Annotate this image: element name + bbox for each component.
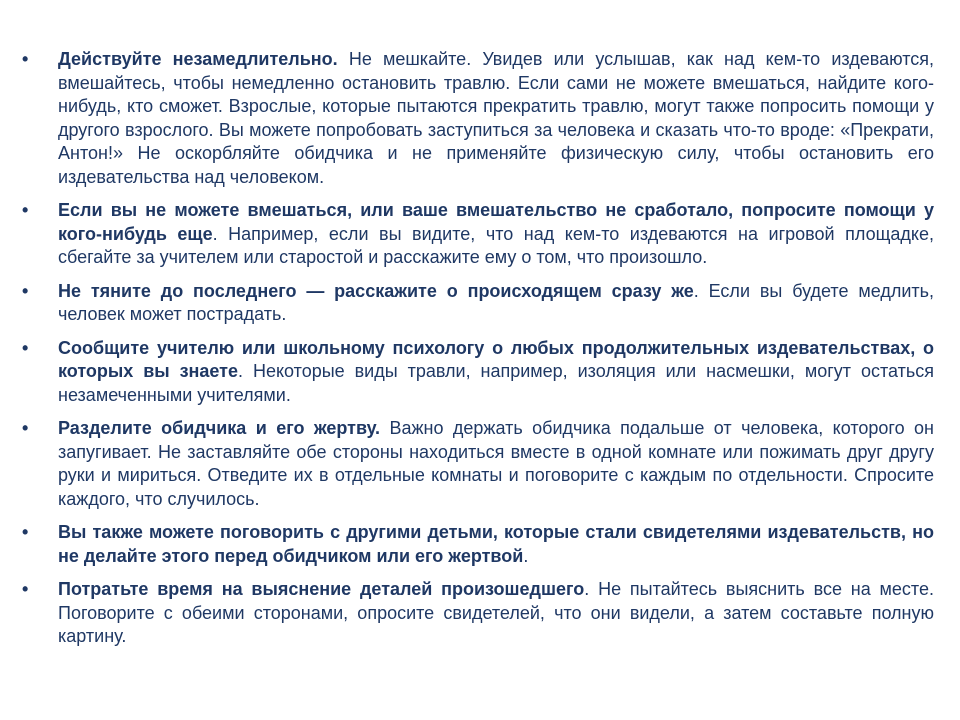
item-text: . Некоторые виды травли, например, изоляция или насмешки, могут остаться незамеченными учителями. xyxy=(58,361,934,405)
item-lead: Сообщите учителю или школьному психологу о любых продолжительных издевательствах, о которых вы знаете xyxy=(58,337,934,381)
bullet-list xyxy=(22,48,934,659)
item-text: Не мешкайте. Увидев или услышав, как над кем-то издеваются, вмешайтесь, чтобы немедленно остановить травлю. Если сами не можете вмешаться, найдите кого-нибудь, кто сможет. Взрослые, которые пытаются прекратить травлю, могут также попросить помощи у другого взрослого. Вы можете попробовать заступиться за человека и сказать что-то вроде: «Прекрати, Антон!» Не оскорбляйте обидчика и не применяйте физическую силу, чтобы остановить его издевательства над человеком. xyxy=(58,49,935,187)
list-item xyxy=(22,199,934,270)
item-text: Важно держать обидчика подальше от человека, которого он запугивает. Не заставляйте обе стороны находиться вместе в одной комнате или пожимать друг другу руки и мириться. Отведите их в отдельные комнаты и поговорите с каждым по отдельности. Спросите каждого, что случилось. xyxy=(58,418,934,509)
item-lead: Не тяните до последнего — расскажите о происходящем сразу же xyxy=(58,280,694,301)
bullet-marker: • xyxy=(22,280,29,301)
bullet-marker: • xyxy=(22,579,29,599)
list-item xyxy=(22,417,934,511)
item-text: . xyxy=(523,545,529,566)
item-lead: Вы также можете поговорить с другими детьми, которые стали свидетелями издевательств, но не делайте этого перед обидчиком или его жертвой xyxy=(58,522,934,566)
item-lead: Если вы не можете вмешаться, или ваше вмешательство не сработало, попросите помощи у кого-нибудь еще xyxy=(58,200,934,244)
bullet-marker: • xyxy=(22,49,29,69)
list-item xyxy=(22,337,934,408)
item-lead: Действуйте незамедлительно. xyxy=(58,49,338,69)
bullet-marker: • xyxy=(22,522,29,542)
item-lead: Потратьте время на выяснение деталей произошедшего xyxy=(58,579,585,599)
bullet-marker: • xyxy=(22,418,29,438)
list-item xyxy=(22,280,934,327)
item-lead: Разделите обидчика и его жертву. xyxy=(58,418,381,438)
bullet-marker: • xyxy=(22,337,29,358)
list-item xyxy=(22,521,934,568)
list-item xyxy=(22,578,934,649)
item-text: . Не пытайтесь выяснить все на месте. Поговорите с обеими сторонами, опросите свидетелей, что они видели, а затем составьте полную картину. xyxy=(58,579,934,646)
item-text: . Например, если вы видите, что над кем-то издеваются на игровой площадке, сбегайте за учителем или старостой и расскажите ему о том, что произошло. xyxy=(58,223,934,267)
item-text: . Если вы будете медлить, человек может пострадать. xyxy=(58,280,935,324)
list-item xyxy=(22,48,934,189)
bullet-marker: • xyxy=(22,200,29,220)
